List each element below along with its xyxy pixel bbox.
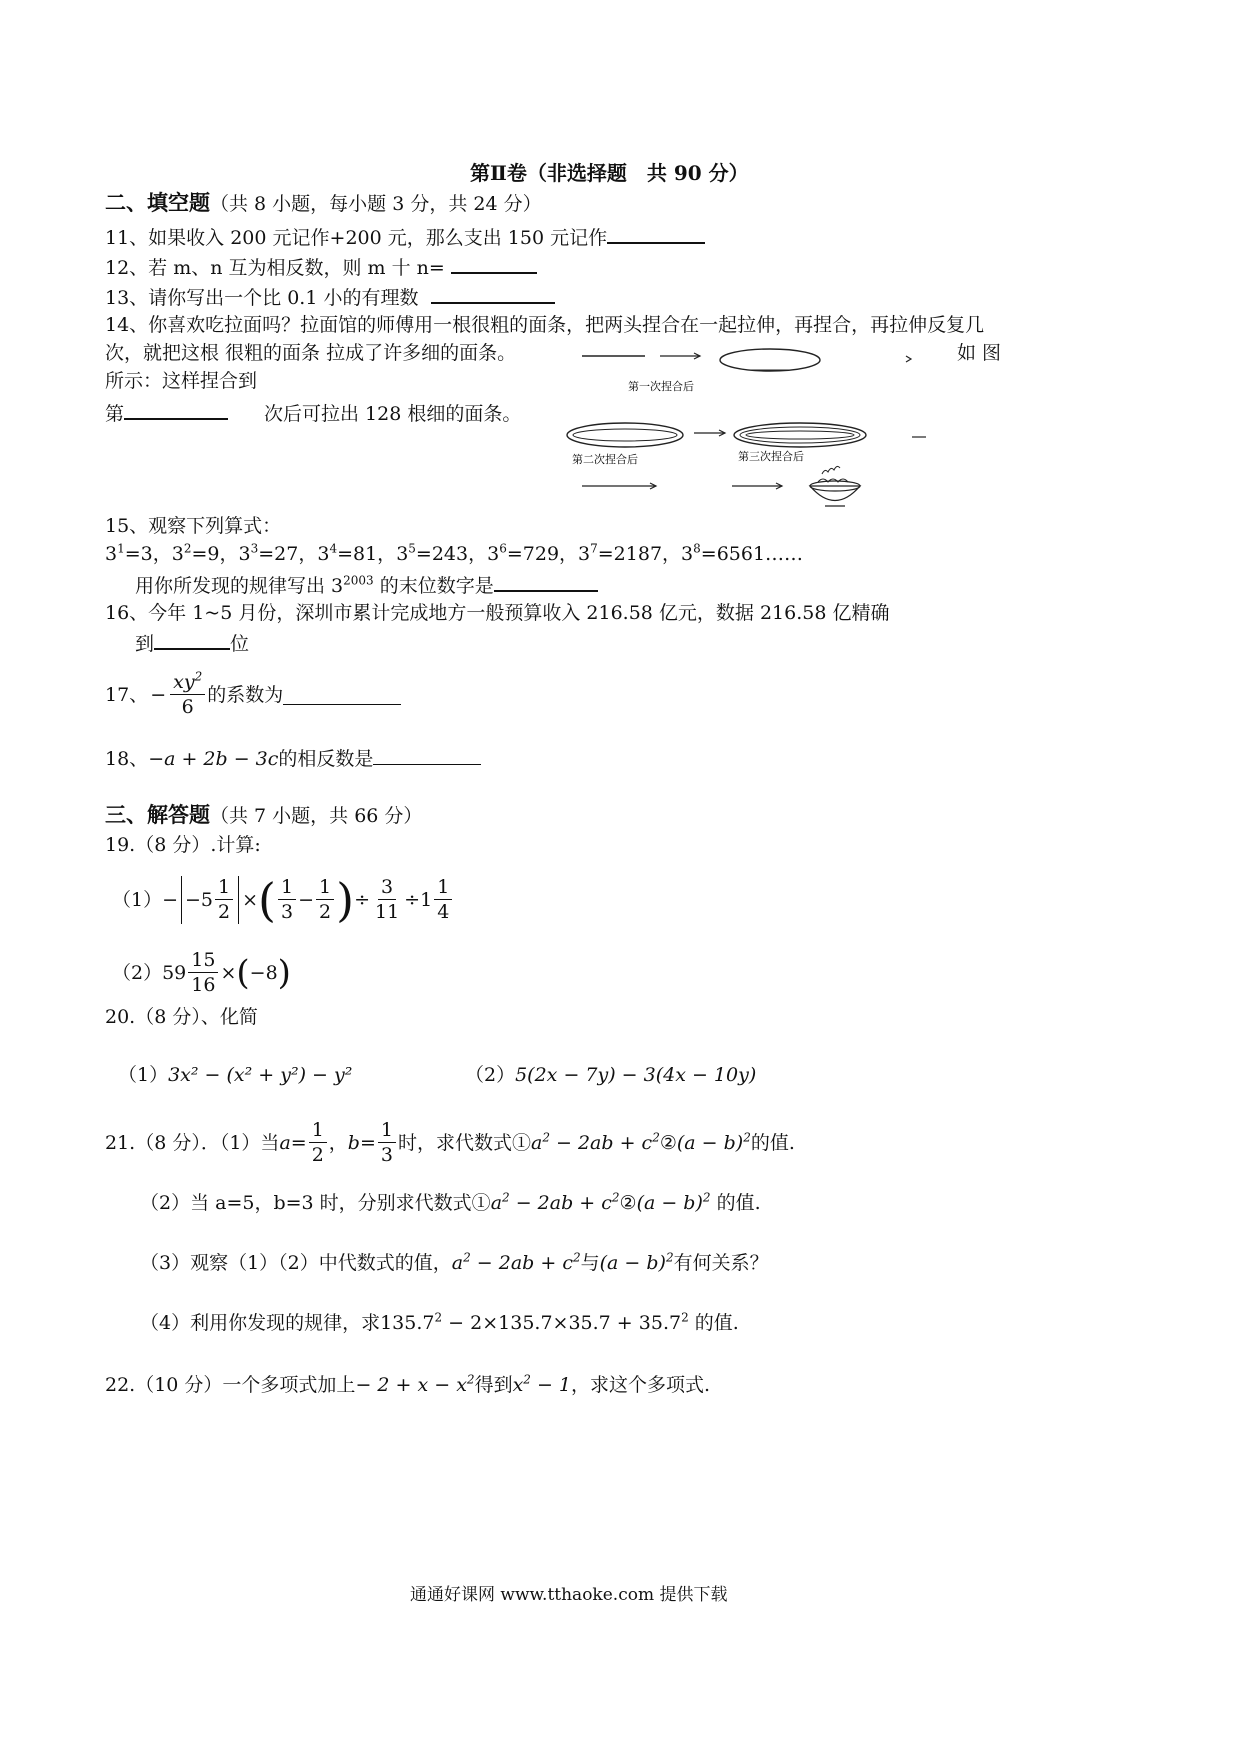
page-footer: 通通好课网 www.tthaoke.com 提供下载 bbox=[410, 1585, 728, 1605]
q21-part-4: （4）利用你发现的规律，求$135.7^2 - 2\times 135.7\times 35.7 + 35.7^2$ 的值. bbox=[140, 1310, 739, 1334]
section-2-note: （共 8 小题，每小题 3 分，共 24 分） bbox=[210, 193, 542, 215]
q15-question-b: 的末位数字是 bbox=[373, 575, 494, 597]
q15-line-3 bbox=[135, 570, 598, 599]
question-22: 22.（10 分）一个多项式加上− $2 + x - x^2$得到$x^2 - 1$，求这个多项式. bbox=[105, 1372, 711, 1396]
q21-frac-a: $\frac{1}{2}$ bbox=[309, 1118, 327, 1167]
noodle-bowl-icon bbox=[810, 466, 860, 506]
q19-1-label: （1） bbox=[112, 888, 163, 911]
q18-expression: −a + 2b − 3c bbox=[148, 748, 279, 770]
q15-line-1: 15、观察下列算式： bbox=[105, 515, 282, 537]
q20-1-label: （1） bbox=[118, 1064, 169, 1086]
section-3-title: 三、解答题 bbox=[105, 802, 210, 827]
q19-2-label: （2） bbox=[112, 961, 163, 984]
section-2-heading bbox=[105, 190, 542, 217]
diagram-label-2: 第二次捏合后 bbox=[572, 453, 638, 466]
q15-power-item: $3^2=9$， bbox=[171, 541, 239, 565]
q21-title: 21.（8 分）．（1）当 bbox=[105, 1131, 280, 1154]
q12-text: 12、若 m、n 互为相反数，则 m 十 n= bbox=[105, 257, 445, 279]
q19-1-frac-half-2: $\frac{1}{2}$ bbox=[316, 875, 334, 924]
q17-answer-blank[interactable] bbox=[283, 684, 401, 705]
q15-power-item: $3^1=3$， bbox=[105, 541, 172, 565]
q11-answer-blank[interactable] bbox=[607, 222, 705, 244]
abs-bar-left bbox=[181, 876, 182, 924]
q14-line-3: 所示：这样捏合到 bbox=[105, 370, 258, 392]
q18-suffix: 的相反数是 bbox=[278, 748, 374, 770]
q20-part-1 bbox=[118, 1062, 352, 1088]
q21-3-end: 有何关系？ bbox=[673, 1252, 769, 1274]
q15-power-item: $3^5=243$， bbox=[396, 541, 488, 565]
q19-title: 19.（8 分）.计算: bbox=[105, 834, 261, 856]
question-18 bbox=[105, 744, 481, 772]
q12-answer-blank[interactable] bbox=[451, 252, 537, 274]
q19-1-frac-quarter: $\frac{1}{4}$ bbox=[434, 875, 452, 924]
q16-line-1: 16、今年 1~5 月份，深圳市累计完成地方一般预算收入 216.58 亿元，数据 216.58 亿精确 bbox=[105, 602, 890, 624]
q21-part-3: （3）观察（1）（2）中代数式的值，$a^2 - 2ab + c^2$与$(a - b)^2$有何关系？ bbox=[140, 1250, 769, 1274]
q22-text-a: 22.（10 分）一个多项式加上 bbox=[105, 1374, 356, 1396]
q20-part-2 bbox=[465, 1062, 756, 1088]
question-12 bbox=[105, 252, 537, 281]
question-11 bbox=[105, 222, 705, 251]
q15-question-a: 用你所发现的规律写出 3 bbox=[135, 575, 344, 597]
noodle-loop-2-inner bbox=[573, 429, 677, 441]
q19-1-frac-third: $\frac{1}{3}$ bbox=[278, 875, 296, 924]
q21-3-text: （3）观察（1）（2）中代数式的值， bbox=[140, 1252, 452, 1274]
q22-text-b: 得到 bbox=[474, 1374, 513, 1396]
q14-suffix: 次后可拉出 128 根细的面条。 bbox=[264, 403, 522, 425]
q19-1-frac-half: $\frac{1}{2}$ bbox=[215, 875, 233, 924]
q19-part-1: （1） − −5 $\frac{1}{2}$ × ( $\frac{1}{3}$ − $\frac{1}{2}$ ) ÷ $\frac{3}{11}$ ÷1 $\frac{1}{4}$ bbox=[112, 875, 454, 924]
q15-exponent: 2003 bbox=[343, 573, 374, 588]
page-title: 第Ⅱ卷（非选择题 共 90 分） bbox=[470, 161, 749, 185]
q14-line-4 bbox=[105, 398, 521, 427]
q14-line-2-end: 如 图 bbox=[957, 342, 1002, 364]
q21-3-and: 与 bbox=[580, 1252, 600, 1274]
q20-2-expression: 5(2x − 7y) − 3(4x − 10y) bbox=[515, 1064, 757, 1086]
q20-1-expression: 3x² − (x² + y²) − y² bbox=[168, 1064, 353, 1086]
q21-frac-b: $\frac{1}{3}$ bbox=[378, 1118, 396, 1167]
section-2-title: 二、填空题 bbox=[105, 190, 210, 215]
q15-powers-list bbox=[105, 541, 803, 567]
q14-line-2: 次，就把这根 很粗的面条 拉成了许多细的面条。 bbox=[105, 342, 517, 364]
q21-4-text: （4）利用你发现的规律，求 bbox=[140, 1312, 381, 1334]
q18-answer-blank[interactable] bbox=[373, 744, 481, 765]
noodle-loop-2 bbox=[567, 423, 683, 447]
q19-part-2: （2） 59 $\frac{15}{16}$ × ( −8 ) bbox=[112, 949, 291, 996]
q17-suffix: 的系数为 bbox=[207, 683, 284, 706]
abs-bar-right bbox=[238, 876, 239, 924]
q17-fraction: $\frac{xy^2}{6}$ bbox=[170, 670, 205, 719]
q14-prefix: 第 bbox=[105, 403, 125, 425]
q15-power-item: $3^8=6561\dots\dots$ bbox=[681, 541, 804, 565]
q17-prefix: 17、 bbox=[105, 683, 149, 706]
q15-answer-blank[interactable] bbox=[494, 570, 598, 592]
q20-title: 20.（8 分）、化简 bbox=[105, 1006, 258, 1028]
q21-2-text: （2）当 a=5，b=3 时，分别求代数式① bbox=[140, 1192, 491, 1214]
q17-numerator: xy bbox=[173, 671, 195, 693]
q20-2-label: （2） bbox=[465, 1064, 516, 1086]
q22-text-c: ，求这个多项式. bbox=[571, 1374, 711, 1396]
arrow-small-head bbox=[906, 356, 911, 362]
q17-denominator: 6 bbox=[181, 696, 194, 718]
noodle-diagram bbox=[560, 340, 940, 520]
noodle-loop-3-mid bbox=[740, 427, 860, 443]
q16-suffix: 位 bbox=[230, 633, 250, 655]
q21-part-2: （2）当 a=5，b=3 时，分别求代数式$①a^2 - 2ab$ + $c^2②(a - b)^2$ 的值. bbox=[140, 1190, 761, 1214]
noodle-loop-1 bbox=[720, 349, 820, 371]
q16-answer-blank[interactable] bbox=[154, 628, 230, 650]
q14-answer-blank[interactable] bbox=[124, 398, 228, 420]
section-3-heading bbox=[105, 802, 422, 829]
q21-2-end: 的值. bbox=[716, 1192, 761, 1214]
q15-power-item: $3^3=27$， bbox=[238, 541, 318, 565]
question-13 bbox=[105, 282, 555, 311]
q15-power-item: $3^7=2187$， bbox=[578, 541, 682, 565]
q13-text: 13、请你写出一个比 0.1 小的有理数 bbox=[105, 287, 419, 309]
q15-power-item: $3^4=81$， bbox=[317, 541, 397, 565]
q15-power-item: $3^6=729$， bbox=[487, 541, 579, 565]
question-17: 17、 − $\frac{xy^2}{6}$ 的系数为 bbox=[105, 670, 401, 719]
q19-1-frac-3-11: $\frac{3}{11}$ bbox=[374, 876, 400, 923]
section-3-note: （共 7 小题，共 66 分） bbox=[210, 805, 423, 827]
noodle-loop-3-inner bbox=[746, 431, 854, 439]
diagram-label-1: 第一次捏合后 bbox=[628, 380, 694, 393]
diagram-label-3: 第三次捏合后 bbox=[738, 450, 804, 463]
q19-2-frac: $\frac{15}{16}$ bbox=[188, 948, 218, 997]
q21-1-end: 的值. bbox=[750, 1131, 795, 1154]
q14-line-1: 14、你喜欢吃拉面吗？拉面馆的师傅用一根很粗的面条，把两头捏合在一起拉伸，再捏合，再拉伸反复几 bbox=[105, 314, 985, 336]
q21-part-1: 21.（8 分）．（1）当 a = $\frac{1}{2}$ ， b = $\frac{1}{3}$ 时，求代数式① $a^2 - 2ab + c^2$ ② $(a - b)^2$ 的值. bbox=[105, 1119, 795, 1166]
q18-prefix: 18、 bbox=[105, 748, 149, 770]
q13-answer-blank[interactable] bbox=[431, 282, 555, 304]
q11-text: 11、如果收入 200 元记作+200 元，那么支出 150 元记作 bbox=[105, 227, 608, 249]
q16-line-2 bbox=[135, 628, 249, 657]
q21-4-end: 的值. bbox=[694, 1312, 739, 1334]
q16-prefix: 到 bbox=[135, 633, 155, 655]
q21-1-text: 时，求代数式① bbox=[397, 1131, 531, 1154]
